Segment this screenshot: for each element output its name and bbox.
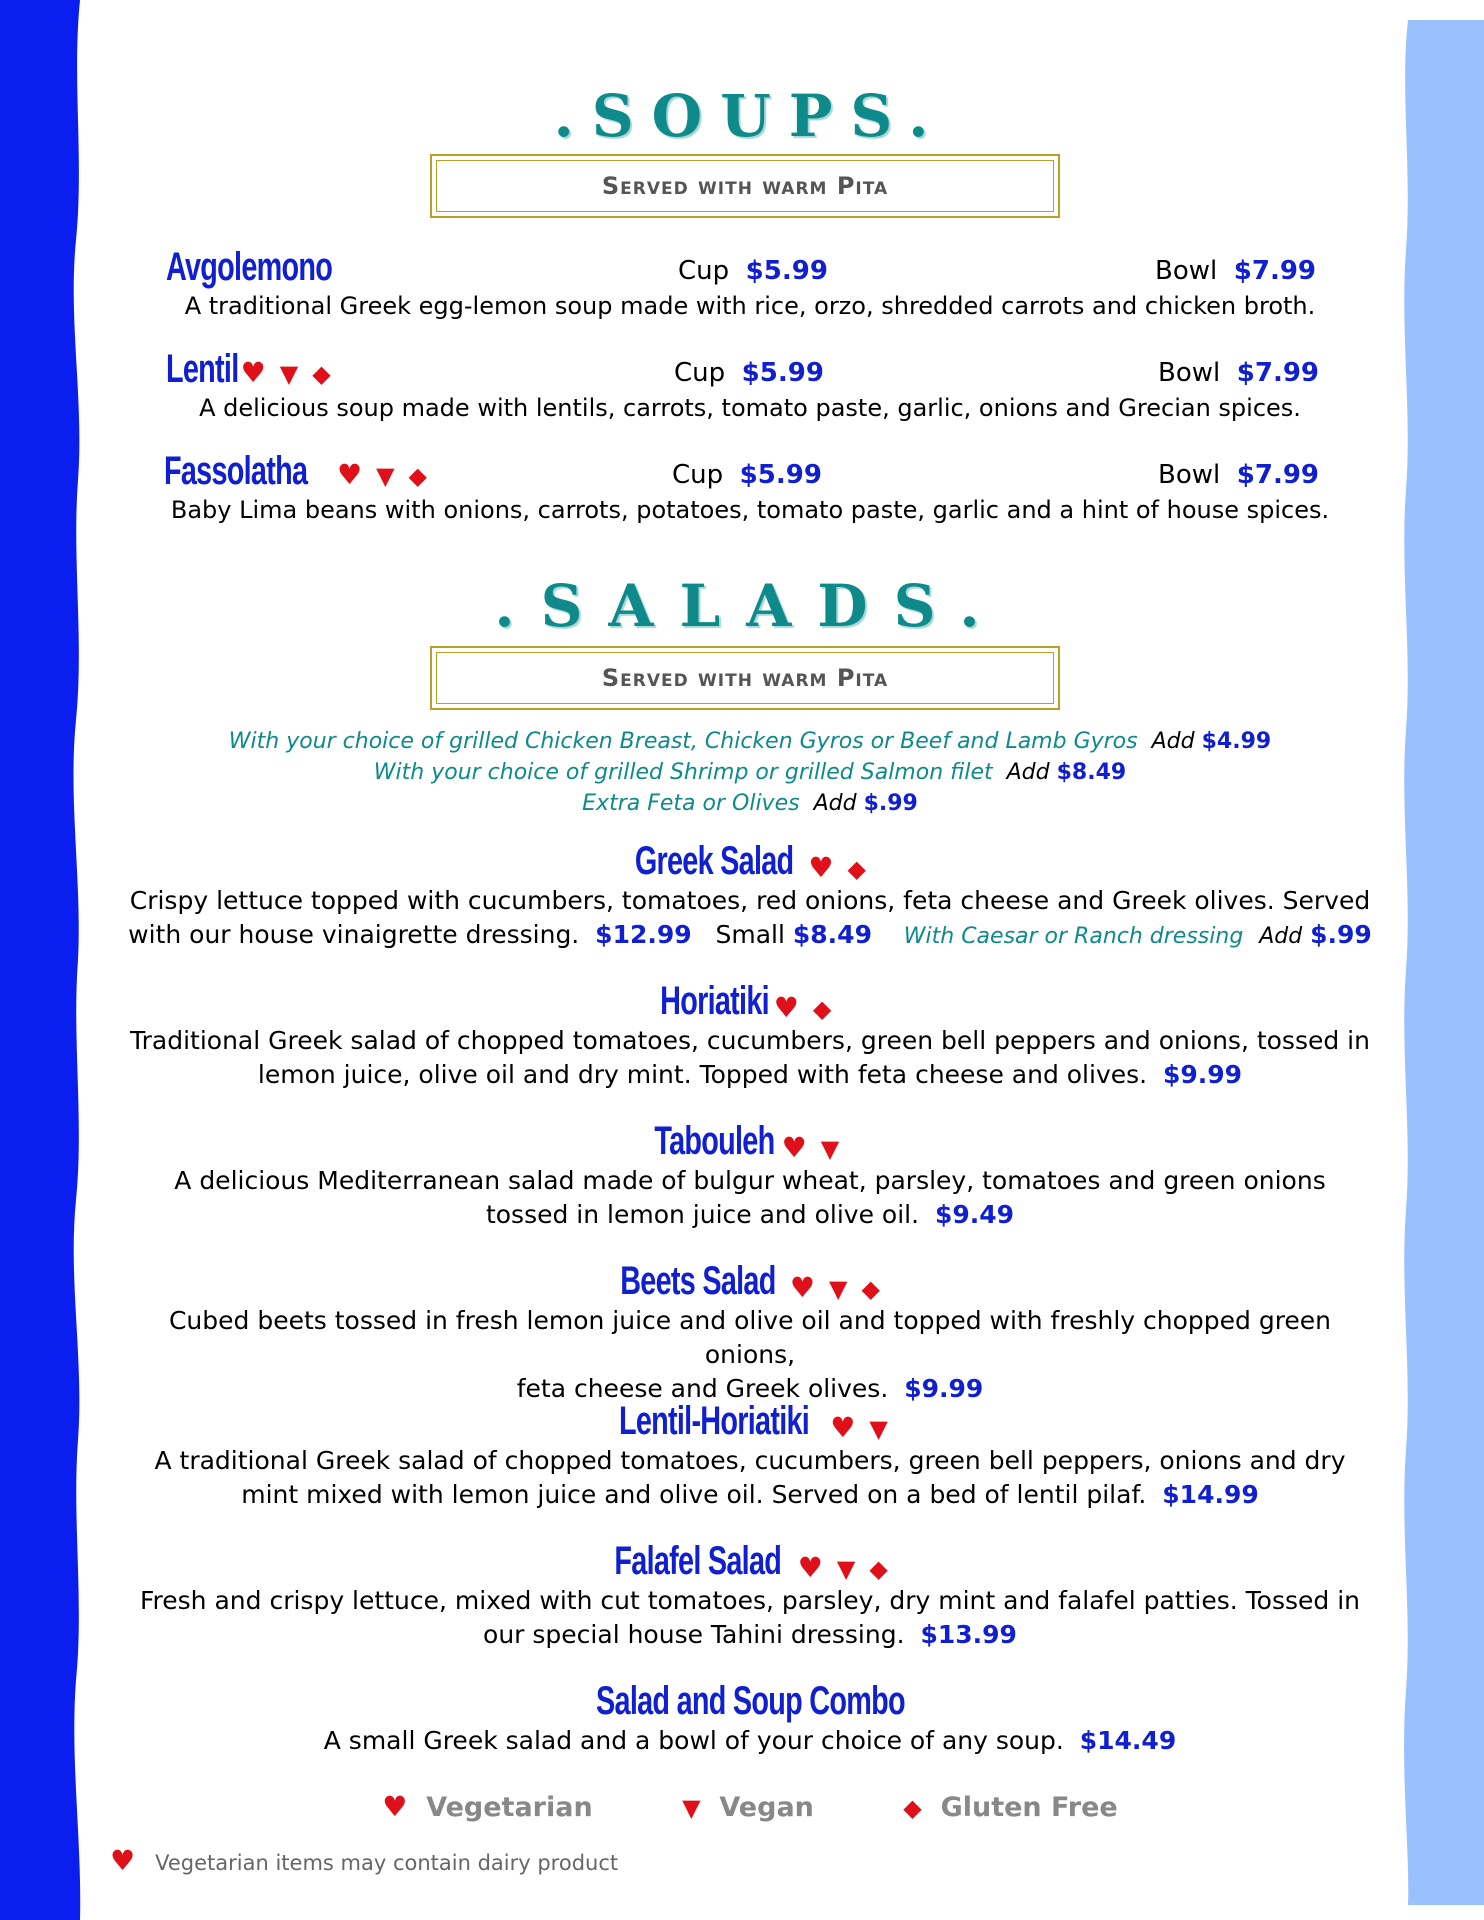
gluten-free-diamond-icon: ◆	[869, 1555, 888, 1583]
dressing-price: $.99	[1310, 920, 1372, 949]
vegetarian-heart-icon: ♥	[797, 1551, 823, 1584]
legend-gluten-free: Gluten Free	[940, 1792, 1118, 1823]
vegan-triangle-icon: ▼	[682, 1794, 701, 1822]
soup-item-fassolatha	[110, 442, 1390, 524]
soup-name: Avgolemono	[166, 245, 333, 289]
dietary-legend	[110, 1790, 1390, 1823]
addon-price: $4.99	[1201, 729, 1272, 754]
salad-description-line2: lemon juice, olive oil and dry mint. Topped with feta cheese and olives.	[257, 1060, 1148, 1089]
salad-item-salad-and-soup-combo	[110, 1674, 1390, 1758]
vegan-triangle-icon: ▼	[869, 1415, 888, 1443]
vegan-triangle-icon: ▼	[376, 462, 395, 490]
addon-add: Add	[813, 791, 857, 816]
small-label: Small	[715, 920, 785, 949]
salads-subtitle: Served with warm Pita	[436, 652, 1054, 704]
dressing-add: Add	[1259, 924, 1303, 949]
bowl-label: Bowl	[1155, 256, 1218, 286]
vegetarian-heart-icon: ♥	[789, 1271, 815, 1304]
salad-description-line1: A delicious Mediterranean salad made of bulgur wheat, parsley, tomatoes and green onions	[174, 1166, 1326, 1195]
salad-price: $12.99	[595, 920, 692, 949]
salad-item-falafel-salad	[110, 1534, 1390, 1652]
legend-vegan: Vegan	[719, 1792, 814, 1823]
cup-label: Cup	[678, 256, 730, 286]
bowl-price: $7.99	[1236, 460, 1320, 490]
soup-name: Fassolatha	[164, 449, 308, 493]
salad-price: $9.49	[934, 1200, 1015, 1229]
right-wave-band	[1400, 0, 1484, 1920]
bowl-price: $7.99	[1236, 358, 1320, 388]
vegetarian-heart-icon: ♥	[781, 1131, 807, 1164]
small-price: $8.49	[792, 920, 872, 949]
salad-description-line1: Traditional Greek salad of chopped tomatoes, cucumbers, green bell peppers and onions, tossed in	[130, 1026, 1370, 1055]
vegetarian-heart-icon: ♥	[336, 458, 363, 491]
salad-price: $14.49	[1079, 1726, 1177, 1755]
cup-label: Cup	[674, 358, 726, 388]
salad-name: Salad and Soup Combo	[595, 1679, 905, 1723]
vegetarian-heart-icon: ♥	[773, 991, 799, 1024]
salad-description-line1: A traditional Greek salad of chopped tomatoes, cucumbers, green bell peppers, onions and dry	[154, 1446, 1346, 1475]
vegetarian-heart-icon: ♥	[382, 1790, 408, 1823]
soup-item-avgolemono	[110, 238, 1390, 320]
left-wave-band	[0, 0, 84, 1920]
footnote	[110, 1844, 618, 1877]
gluten-free-diamond-icon: ◆	[312, 360, 331, 388]
soup-description: Baby Lima beans with onions, carrots, potatoes, tomato paste, garlic and a hint of house spices.	[170, 496, 1330, 524]
salad-description-line2: tossed in lemon juice and olive oil.	[485, 1200, 920, 1229]
vegan-triangle-icon: ▼	[820, 1135, 840, 1163]
addon-add: Add	[1151, 729, 1195, 754]
addon-note: Extra Feta or Olives	[582, 791, 800, 816]
soup-description: A traditional Greek egg-lemon soup made with rice, orzo, shredded carrots and chicken broth.	[184, 292, 1316, 320]
salad-price: $13.99	[920, 1620, 1017, 1649]
salad-description-line1: Cubed beets tossed in fresh lemon juice and olive oil and topped with freshly chopped green onions,	[168, 1306, 1332, 1369]
vegan-triangle-icon: ▼	[836, 1555, 856, 1583]
vegan-triangle-icon: ▼	[279, 360, 299, 388]
salad-name: Beets Salad	[620, 1259, 776, 1303]
soup-name: Lentil	[166, 347, 239, 391]
salad-item-tabouleh	[110, 1114, 1390, 1232]
salad-description-line1: Fresh and crispy lettuce, mixed with cut tomatoes, parsley, dry mint and falafel patties. Tossed in	[139, 1586, 1360, 1615]
salad-addons	[110, 726, 1390, 819]
addon-price: $.99	[863, 791, 918, 816]
salad-description-line2: feta cheese and Greek olives.	[516, 1374, 889, 1403]
salad-item-lentil-horiatiki	[110, 1394, 1390, 1512]
cup-label: Cup	[672, 460, 724, 490]
salad-description-line1: A small Greek salad and a bowl of your choice of any soup.	[323, 1726, 1064, 1755]
gluten-free-diamond-icon: ◆	[861, 1275, 880, 1303]
soup-item-lentil	[110, 340, 1390, 422]
addon-note: With your choice of grilled Shrimp or grilled Salmon filet	[373, 760, 993, 785]
vegetarian-heart-icon: ♥	[240, 356, 266, 389]
cup-price: $5.99	[739, 460, 822, 490]
salad-description-line2: mint mixed with lemon juice and olive oil. Served on a bed of lentil pilaf.	[241, 1480, 1147, 1509]
footnote-text: Vegetarian items may contain dairy product	[155, 1851, 619, 1875]
gluten-free-diamond-icon: ◆	[847, 855, 866, 883]
salad-price: $9.99	[1163, 1060, 1243, 1089]
salad-name: Falafel Salad	[614, 1539, 782, 1583]
vegan-triangle-icon: ▼	[828, 1275, 848, 1303]
salads-title: .SALADS.	[494, 572, 1006, 640]
soups-title: .SOUPS.	[553, 82, 947, 150]
gluten-free-diamond-icon: ◆	[408, 462, 428, 490]
addon-note: With your choice of grilled Chicken Breast, Chicken Gyros or Beef and Lamb Gyros	[228, 729, 1138, 754]
gluten-free-diamond-icon: ◆	[812, 995, 832, 1023]
gluten-free-diamond-icon: ◆	[903, 1794, 922, 1822]
soups-subtitle-box	[430, 154, 1060, 218]
dressing-note: With Caesar or Ranch dressing	[903, 924, 1244, 949]
salad-description-line2: with our house vinaigrette dressing.	[128, 920, 580, 949]
addon-price: $8.49	[1056, 760, 1127, 785]
bowl-price: $7.99	[1233, 256, 1317, 286]
salads-subtitle-box	[430, 646, 1060, 710]
vegetarian-heart-icon: ♥	[110, 1844, 136, 1877]
salad-item-beets-salad	[110, 1254, 1390, 1406]
vegetarian-heart-icon: ♥	[830, 1411, 856, 1444]
salad-description-line2: our special house Tahini dressing.	[483, 1620, 905, 1649]
bowl-label: Bowl	[1158, 358, 1221, 388]
salad-price: $9.99	[904, 1374, 984, 1403]
bowl-label: Bowl	[1158, 460, 1221, 490]
legend-vegetarian: Vegetarian	[426, 1792, 593, 1823]
soup-description: A delicious soup made with lentils, carrots, tomato paste, garlic, onions and Grecian spices.	[199, 394, 1301, 422]
salad-name: Greek Salad	[634, 839, 794, 883]
salad-price: $14.99	[1162, 1480, 1259, 1509]
salad-item-horiatiki	[110, 974, 1390, 1092]
salad-name: Tabouleh	[654, 1119, 775, 1163]
salad-name: Lentil-Horiatiki	[619, 1399, 810, 1443]
salad-name: Horiatiki	[659, 979, 769, 1023]
vegetarian-heart-icon: ♥	[808, 851, 834, 884]
soups-subtitle: Served with warm Pita	[436, 160, 1054, 212]
salad-item-greek-salad	[110, 834, 1390, 954]
addon-add: Add	[1006, 760, 1050, 785]
cup-price: $5.99	[741, 358, 824, 388]
salad-description-line1: Crispy lettuce topped with cucumbers, tomatoes, red onions, feta cheese and Greek olives. Served	[129, 886, 1371, 915]
cup-price: $5.99	[745, 256, 828, 286]
